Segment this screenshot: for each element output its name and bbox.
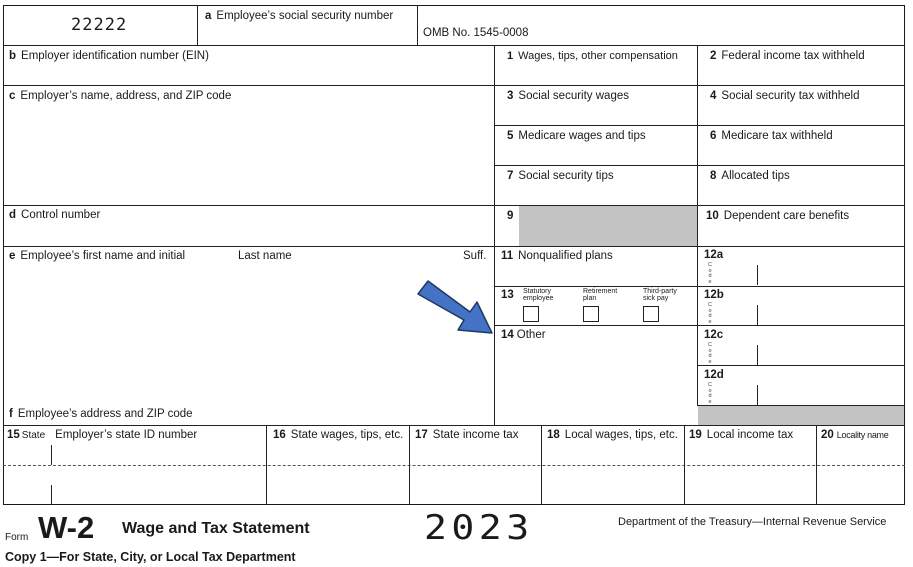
control-number-code: 22222 xyxy=(71,15,128,35)
box-10-text: Dependent care benefits xyxy=(723,210,850,222)
box-12a-label: 12a xyxy=(704,249,724,261)
box-12b-code-label: C o d e xyxy=(708,302,712,325)
field-d-label xyxy=(9,209,100,222)
box-5-label xyxy=(507,130,646,143)
box-19-input[interactable] xyxy=(686,445,815,464)
box-1-number: 1 xyxy=(507,50,514,62)
department: Department of the Treasury—Internal Revenue Service xyxy=(618,516,887,528)
box-11-input[interactable] xyxy=(496,265,696,285)
field-f-label xyxy=(9,408,193,421)
box-14-text: Other xyxy=(516,329,546,341)
box-17-text: State income tax xyxy=(432,429,519,441)
box-4-number: 4 xyxy=(710,90,717,102)
box-16-text: State wages, tips, etc. xyxy=(290,429,404,441)
box-8-label xyxy=(710,170,790,183)
box-5-input[interactable] xyxy=(496,145,696,164)
field-d-input[interactable] xyxy=(5,225,493,245)
field-e-text: Employee’s first name and initial xyxy=(20,250,186,262)
box-3-input[interactable] xyxy=(496,105,696,124)
box-13-thirdparty-label: Third-party sick pay xyxy=(643,288,677,302)
box-3-number: 3 xyxy=(507,90,514,102)
omb-number: OMB No. 1545-0008 xyxy=(423,27,529,39)
box-15-state-input[interactable] xyxy=(5,445,50,464)
box-15-text: Employer’s state ID number xyxy=(55,429,198,441)
box-8-text: Allocated tips xyxy=(721,170,790,182)
box-20-text: Locality name xyxy=(836,430,889,440)
box-18-number: 18 xyxy=(547,429,560,441)
box-2-input[interactable] xyxy=(699,65,903,84)
box-12c-label: 12c xyxy=(704,329,724,341)
field-e-last-name: Last name xyxy=(238,250,292,262)
field-c-text: Employer’s name, address, and ZIP code xyxy=(20,90,232,102)
box-12c-amount-input[interactable] xyxy=(759,345,903,364)
retirement-plan-checkbox[interactable] xyxy=(583,306,599,322)
box-6-input[interactable] xyxy=(699,145,903,164)
tax-year: 2023 xyxy=(424,508,534,548)
box-1-label xyxy=(507,50,678,63)
form-name: W-2 xyxy=(38,510,95,545)
form-title: Wage and Tax Statement xyxy=(122,520,310,537)
field-c-label xyxy=(9,90,231,103)
field-f-letter: f xyxy=(9,408,13,420)
box-14-label xyxy=(501,329,546,342)
box-3-label xyxy=(507,90,629,103)
box-12b-amount-input[interactable] xyxy=(759,305,903,324)
box-17-label xyxy=(415,429,518,442)
box-18-text: Local wages, tips, etc. xyxy=(564,429,678,441)
box-20-label xyxy=(821,429,888,442)
box-12c-code-input[interactable] xyxy=(715,345,756,364)
box-6-number: 6 xyxy=(710,130,717,142)
field-b-input[interactable] xyxy=(5,65,493,84)
box-19-label xyxy=(689,429,793,442)
box-6-text: Medicare tax withheld xyxy=(721,130,833,142)
box-13-retirement-label: Retirement plan xyxy=(583,288,618,302)
box-18-label xyxy=(547,429,678,442)
box-15-number: 15 xyxy=(7,429,20,441)
box-9-number: 9 xyxy=(507,210,514,222)
box-19-number: 19 xyxy=(689,429,702,441)
box-12c-code-label: C o d e xyxy=(708,342,712,365)
box-9-label xyxy=(507,210,518,223)
field-e-letter: e xyxy=(9,250,16,262)
field-d-text: Control number xyxy=(21,209,101,221)
field-b-text: Employer identification number (EIN) xyxy=(21,50,209,62)
box-19-text: Local income tax xyxy=(706,429,794,441)
box-12a-amount-input[interactable] xyxy=(759,265,903,285)
field-a-text: Employee’s social security number xyxy=(216,10,394,22)
box-12d-label: 12d xyxy=(704,369,724,381)
box-13-number: 13 xyxy=(501,289,514,301)
box-7-number: 7 xyxy=(507,170,514,182)
box-16-label xyxy=(273,429,403,442)
box-10-input[interactable] xyxy=(699,225,903,245)
box-12-bottom-shade xyxy=(698,405,904,425)
box-11-label xyxy=(501,250,613,263)
box-11-number: 11 xyxy=(501,250,514,262)
box-12b-label: 12b xyxy=(704,289,724,301)
box-12a-code-input[interactable] xyxy=(715,265,756,285)
field-e-label xyxy=(9,250,185,263)
statutory-employee-checkbox[interactable] xyxy=(523,306,539,322)
box-4-input[interactable] xyxy=(699,105,903,124)
box-8-input[interactable] xyxy=(699,185,903,204)
box-15-label xyxy=(7,429,197,442)
box-17-number: 17 xyxy=(415,429,428,441)
box-18-input[interactable] xyxy=(543,445,683,464)
box-5-text: Medicare wages and tips xyxy=(518,130,646,142)
box-16-number: 16 xyxy=(273,429,286,441)
box-14-input[interactable] xyxy=(496,345,696,424)
box-20-number: 20 xyxy=(821,429,834,441)
box-13-statutory-label: Statutory employee xyxy=(523,288,554,302)
box-5-number: 5 xyxy=(507,130,514,142)
field-d-letter: d xyxy=(9,209,17,221)
box-10-number: 10 xyxy=(706,210,719,222)
box-2-text: Federal income tax withheld xyxy=(721,50,865,62)
field-e-input[interactable] xyxy=(5,265,493,405)
box-7-label xyxy=(507,170,614,183)
field-a-input[interactable] xyxy=(199,25,417,43)
box-6-label xyxy=(710,130,833,143)
box-12d-code-label: C o d e xyxy=(708,382,712,405)
w2-form xyxy=(3,5,905,505)
box-12d-amount-input[interactable] xyxy=(759,385,903,404)
box-16-input[interactable] xyxy=(268,445,408,464)
box-15-id-input[interactable] xyxy=(53,445,265,464)
box-20-input[interactable] xyxy=(818,445,903,464)
box-17-input[interactable] xyxy=(411,445,540,464)
box-2-number: 2 xyxy=(710,50,717,62)
third-party-sick-pay-checkbox[interactable] xyxy=(643,306,659,322)
field-e-suffix: Suff. xyxy=(463,250,487,262)
box-1-input[interactable] xyxy=(496,65,696,84)
box-2-label xyxy=(710,50,865,63)
box-4-text: Social security tax withheld xyxy=(721,90,860,102)
form-word: Form xyxy=(5,532,29,543)
box-3-text: Social security wages xyxy=(518,90,629,102)
field-b-label xyxy=(9,50,209,63)
box-14-number: 14 xyxy=(501,329,514,341)
field-c-letter: c xyxy=(9,90,16,102)
field-f-text: Employee’s address and ZIP code xyxy=(17,408,193,420)
box-15-state: State xyxy=(21,430,46,441)
box-8-number: 8 xyxy=(710,170,717,182)
box-12d-code-input[interactable] xyxy=(715,385,756,404)
box-4-label xyxy=(710,90,859,103)
box-12b-code-input[interactable] xyxy=(715,305,756,324)
box-7-text: Social security tips xyxy=(518,170,614,182)
box-12a-code-label: C o d e xyxy=(708,262,712,285)
copy-label: Copy 1—For State, City, or Local Tax Department xyxy=(5,550,296,564)
field-a-label xyxy=(205,10,393,23)
box-7-input[interactable] xyxy=(496,185,696,204)
box-9-shade xyxy=(519,206,697,246)
field-c-input[interactable] xyxy=(5,105,493,204)
box-11-text: Nonqualified plans xyxy=(518,250,613,262)
field-a-letter: a xyxy=(205,10,212,22)
box-10-label xyxy=(706,210,849,223)
box-1-text: Wages, tips, other compensation xyxy=(518,50,678,62)
field-b-letter: b xyxy=(9,50,17,62)
